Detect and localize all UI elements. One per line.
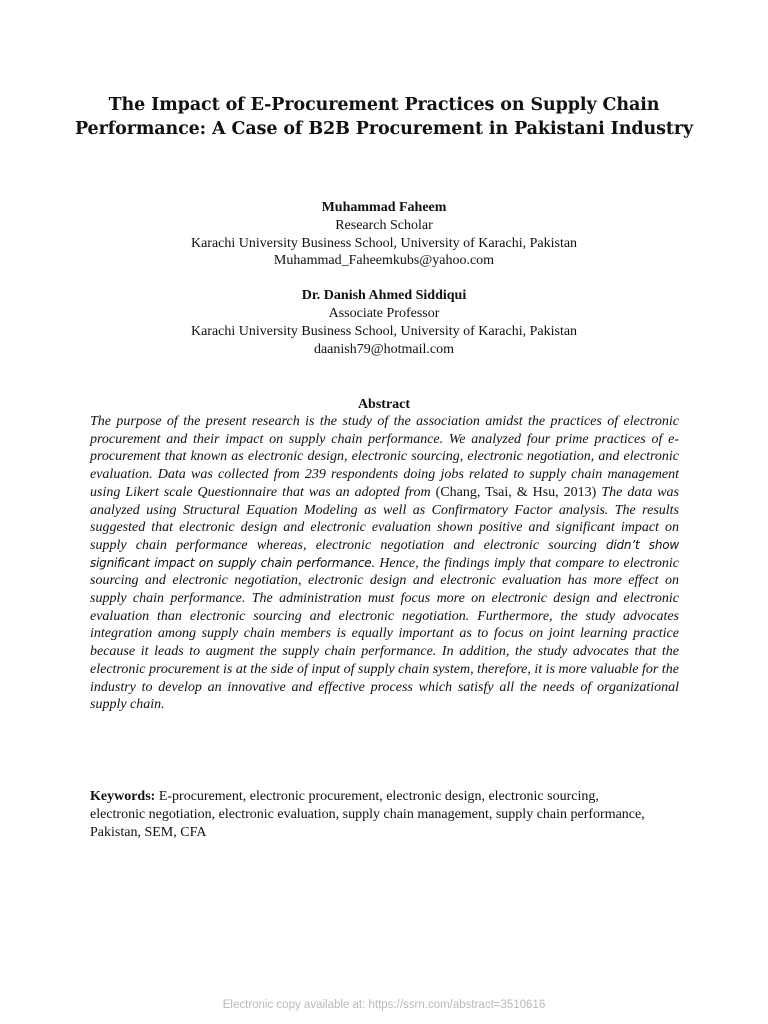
- abstract-citation: (Chang, Tsai, & Hsu, 2013): [435, 484, 597, 500]
- abstract-body: [90, 413, 679, 714]
- paper-title: The Impact of E-Procurement Practices on Supply Chain Performance: A Case of B2B Procurement in Pakistani Industry: [74, 95, 694, 139]
- author-email: Muhammad_Faheemkubs@yahoo.com: [273, 253, 495, 269]
- author-block: [100, 199, 668, 270]
- author-role: Research Scholar: [335, 217, 433, 233]
- author-block: [100, 287, 668, 358]
- author-role: Associate Professor: [328, 305, 440, 321]
- author-affiliation: Karachi University Business School, University of Karachi, Pakistan: [190, 323, 578, 339]
- abstract-text-part2: The data was analyzed using Structural Equation Modeling as well as Confirmatory Factor analysis. The results suggested that electronic design and electronic evaluation shown positive and significant impact on supply chain performance whereas, electronic negotiation and electronic sourcing: [90, 484, 680, 553]
- keywords-text: E-procurement, electronic procurement, electronic design, electronic sourcing, electronic negotiation, electronic evaluation, supply chain management, supply chain performance, Pakistan, SEM, CFA: [90, 789, 645, 840]
- abstract-text-part3: didn’t show significant impact on supply chain performance: [90, 537, 679, 570]
- author-name: Dr. Danish Ahmed Siddiqui: [301, 288, 467, 304]
- keywords-label: Keywords:: [90, 789, 156, 804]
- ssrn-footer: Electronic copy available at: https://ssrn.com/abstract=3510616: [222, 999, 546, 1011]
- author-list: [100, 199, 668, 358]
- abstract-text-part4: . Hence, the findings imply that compare to electronic sourcing and electronic negotiation, electronic design and electronic evaluation has more effect on supply chain performance. The administration must focus more on electronic design and electronic evaluation than electronic sourcing and electronic negotiation. Furthermore, the study advocates integration among supply chain members is equally important as to focus on joint learning practice because it leads to augment the supply chain performance. In addition, the study advocates that the electronic procurement is at the side of input of supply chain system, therefore, it is more valuable for the industry to develop an innovative and effective process which satisfy all the needs of organizational supply chain.: [90, 555, 679, 713]
- author-name: Muhammad Faheem: [321, 200, 447, 215]
- keywords: [90, 788, 650, 841]
- abstract-text-part1: The purpose of the present research is the study of the association amidst the practices of electronic procurement and their impact on supply chain performance. We analyzed four prime practices of e-procurement that known as electronic design, electronic sourcing, electronic negotiation, and electronic evaluation. Data was collected from 239 respondents doing jobs related to supply chain management using Likert scale Questionnaire that was an adopted from: [90, 414, 679, 500]
- abstract-heading: Abstract: [357, 397, 411, 412]
- author-affiliation: Karachi University Business School, University of Karachi, Pakistan: [190, 235, 578, 251]
- author-email: daanish79@hotmail.com: [313, 341, 455, 357]
